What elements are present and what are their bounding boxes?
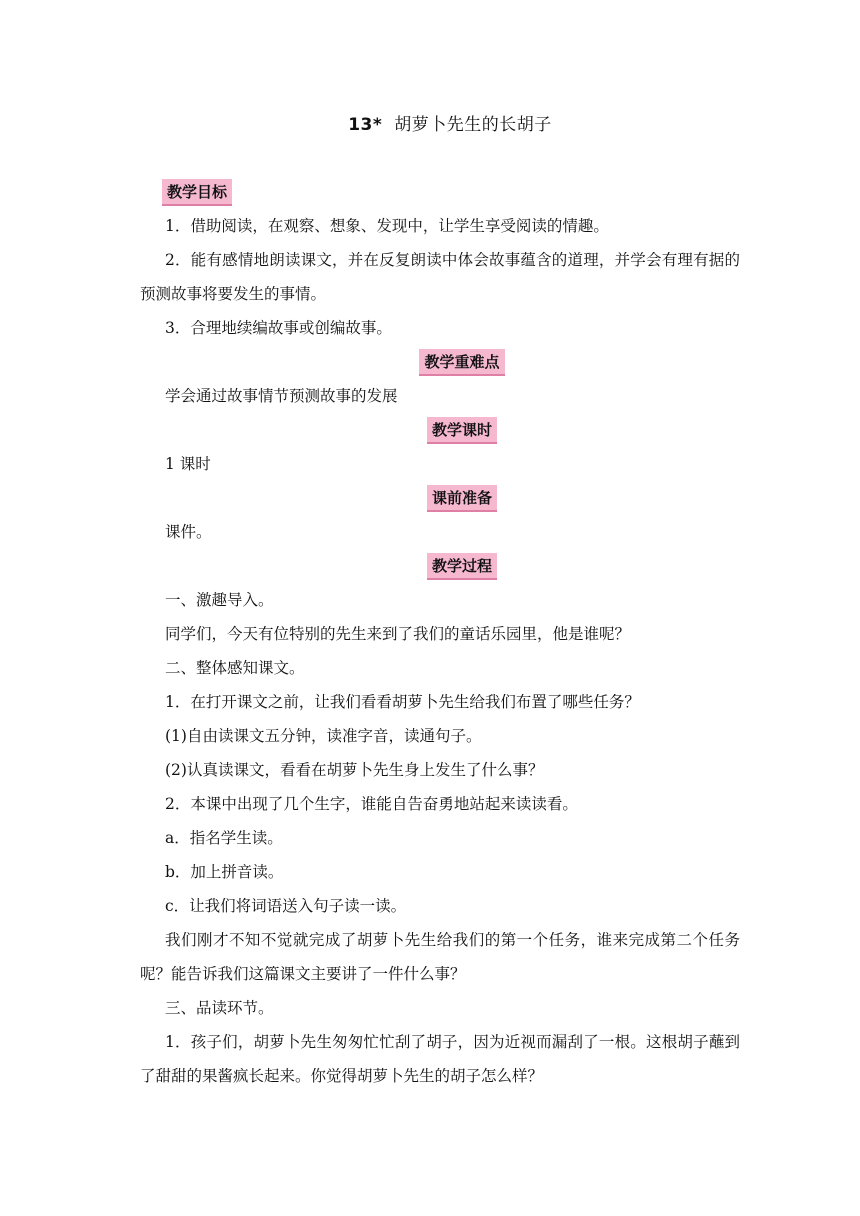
goal-item-3: 3．合理地续编故事或创编故事。 bbox=[165, 319, 392, 337]
lesson-number: 13* bbox=[348, 115, 383, 135]
section-heading-goals bbox=[140, 175, 740, 209]
process-line: 一、激趣导入。 bbox=[165, 591, 274, 609]
heading-badge-prep: 课前准备 bbox=[427, 485, 497, 512]
goal-item-2: 2．能有感情地朗读课文，并在反复朗读中体会故事蕴含的道理，并学会有理有据的预测故事将要发生的事情。 bbox=[140, 251, 740, 303]
process-paragraph: 1．孩子们，胡萝卜先生匆匆忙忙刮了胡子，因为近视而漏刮了一根。这根胡子蘸到了甜甜的果酱疯长起来。你觉得胡萝卜先生的胡子怎么样？ bbox=[140, 1033, 740, 1085]
process-line: 二、整体感知课文。 bbox=[165, 659, 305, 677]
key-points-text: 学会通过故事情节预测故事的发展 bbox=[165, 387, 398, 405]
hours-text: 1 课时 bbox=[165, 455, 211, 473]
process-paragraph: 我们刚才不知不觉就完成了胡萝卜先生给我们的第一个任务，谁来完成第二个任务呢？能告诉我们这篇课文主要讲了一件什么事？ bbox=[140, 931, 740, 983]
lesson-title bbox=[0, 110, 860, 135]
section-heading-prep bbox=[140, 481, 740, 515]
process-line: 1．在打开课文之前，让我们看看胡萝卜先生给我们布置了哪些任务？ bbox=[165, 693, 640, 711]
heading-badge-hours: 教学课时 bbox=[427, 417, 497, 444]
process-line: c．让我们将词语送入句子读一读。 bbox=[165, 897, 407, 915]
document-body bbox=[140, 175, 740, 1093]
section-heading-process bbox=[140, 549, 740, 583]
prep-text: 课件。 bbox=[165, 523, 212, 541]
heading-badge-key-points: 教学重难点 bbox=[419, 349, 504, 376]
section-heading-key-points bbox=[140, 345, 740, 379]
process-line: 同学们，今天有位特别的先生来到了我们的童话乐园里，他是谁呢？ bbox=[165, 625, 631, 643]
lesson-title-text: 胡萝卜先生的长胡子 bbox=[394, 115, 552, 135]
heading-badge-goals: 教学目标 bbox=[162, 179, 232, 206]
process-line: 三、品读环节。 bbox=[165, 999, 274, 1017]
process-line: a．指名学生读。 bbox=[165, 829, 283, 847]
section-heading-hours bbox=[140, 413, 740, 447]
process-line: b．加上拼音读。 bbox=[165, 863, 284, 881]
process-line: 2．本课中出现了几个生字，谁能自告奋勇地站起来读读看。 bbox=[165, 795, 578, 813]
process-line: (2)认真读课文，看看在胡萝卜先生身上发生了什么事？ bbox=[165, 761, 544, 779]
heading-badge-process: 教学过程 bbox=[427, 553, 497, 580]
goal-item-1: 1．借助阅读，在观察、想象、发现中，让学生享受阅读的情趣。 bbox=[165, 217, 609, 235]
process-line: (1)自由读课文五分钟，读准字音，读通句子。 bbox=[165, 727, 482, 745]
